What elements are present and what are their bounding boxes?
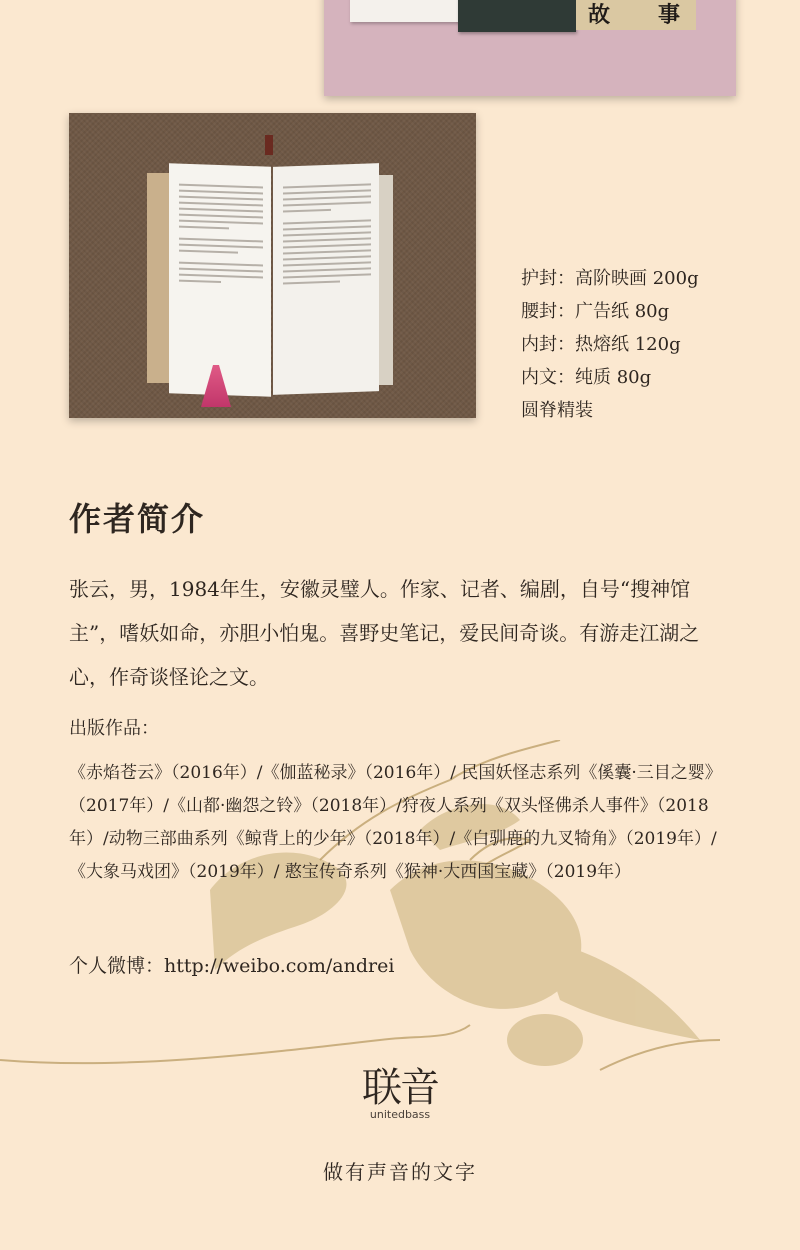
author-heading: 作者简介 [69, 500, 206, 538]
book-edge-right [379, 175, 393, 385]
book-front-cover [576, 0, 696, 30]
book-page-left [169, 163, 271, 397]
page-text-lines [179, 180, 263, 289]
book-dark-cover [458, 0, 576, 32]
page-text-lines [283, 179, 371, 288]
cover-char-2: 事 [658, 2, 681, 28]
spec-binding: 圆脊精装 [521, 400, 593, 421]
logo-subtitle: unitedbass [369, 1108, 431, 1121]
spec-belly-band: 腰封：广告纸 80g [521, 301, 670, 322]
logo-mark: 联音 [362, 1065, 438, 1111]
top-book-photo [324, 0, 736, 96]
book-specs [521, 262, 699, 427]
spec-inner-cover: 内封：热熔纸 120g [521, 334, 681, 355]
spec-dust-jacket: 护封：高阶映画 200g [521, 268, 699, 289]
spec-inner-text: 内文：纯质 80g [521, 367, 652, 388]
author-bio: 张云，男，1984年生，安徽灵璧人。作家、记者、编剧，自号“搜神馆主”，嗜妖如命，亦胆小怕鬼。喜野史笔记，爱民间奇谈。有游走江湖之心，作奇谈怪论之文。 [69, 577, 700, 689]
cover-char-1: 故 [588, 2, 611, 28]
book-page-right [273, 163, 379, 395]
publications-heading: 出版作品： [69, 718, 159, 739]
publications-list: 《赤焰苍云》（2016年）/《伽蓝秘录》（2016年）/ 民国妖怪志系列《傒囊·三目之婴》（2017年）/《山都·幽怨之铃》（2018年）/狩夜人系列《双头怪佛杀人事件》（2018年）/动物三部曲系列《鲸背上的少年》（2018年）/《白驯鹿的九叉犄角》（2019年）/《大象马戏团》（2019年）/ 憨宝传奇系列《猴神·大西国宝藏》（2019年） [69, 763, 722, 882]
bookmark-ribbon [265, 135, 273, 155]
weibo-link[interactable]: 个人微博：http://weibo.com/andrei [69, 955, 395, 977]
publisher-logo [358, 1066, 442, 1121]
book-white-cover [350, 0, 474, 22]
book-edge-left [147, 173, 171, 383]
slogan: 做有声音的文字 [323, 1160, 477, 1184]
open-book-photo [69, 113, 476, 418]
